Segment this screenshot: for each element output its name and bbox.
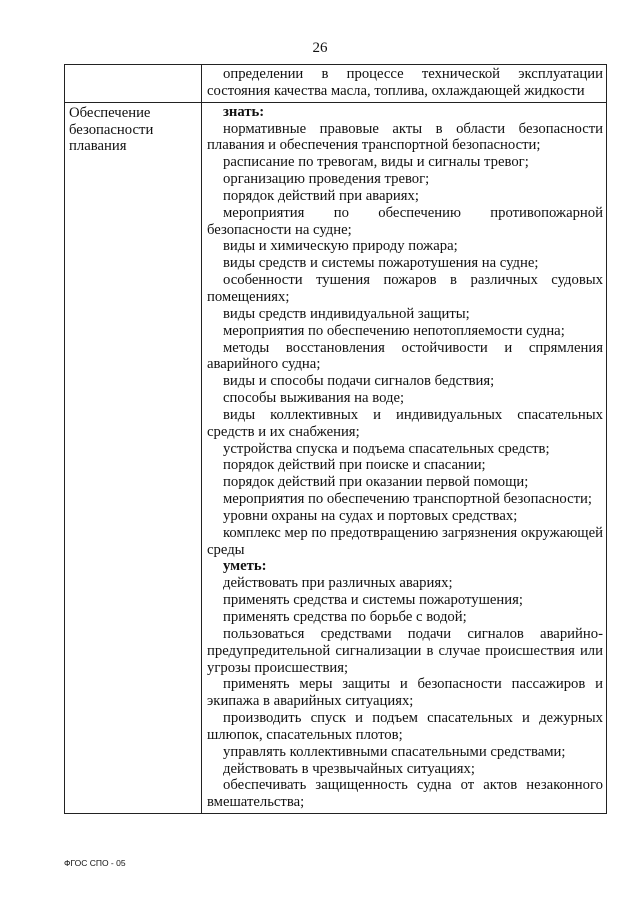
list-item: применять средства и системы пожаротушения; [223, 592, 523, 609]
list-item: уровни охраны на судах и портовых средствах; [223, 507, 518, 524]
footer-code: ФГОС СПО - 05 [64, 858, 126, 868]
paragraph: определении в процессе технической эксплуатации состояния качества масла, топлива, охлаждающей жидкости [207, 66, 603, 99]
table-row [65, 102, 607, 813]
list-item: организацию проведения тревог; [223, 171, 430, 188]
right-cell [202, 102, 607, 813]
list-item: виды коллективных и индивидуальных спасательных средств и их снабжения; [207, 406, 603, 440]
list-item: нормативные правовые акты в области безопасности плавания и обеспечения транспортной безопасности; [207, 120, 603, 154]
table-row [65, 65, 607, 103]
list-item: действовать при различных авариях; [223, 575, 453, 592]
list-item: порядок действий при авариях; [223, 187, 419, 204]
list-item: виды и способы подачи сигналов бедствия; [223, 373, 495, 390]
competency-table [64, 64, 607, 814]
list-item: мероприятия по обеспечению противопожарной безопасности на судне; [207, 204, 603, 238]
list-item: расписание по тревогам, виды и сигналы тревог; [223, 154, 529, 171]
list-item: особенности тушения пожаров в различных судовых помещениях; [207, 272, 603, 305]
list-item: порядок действий при оказании первой помощи; [223, 474, 529, 491]
can-heading: уметь: [223, 558, 267, 575]
can-list [207, 575, 603, 811]
list-item: мероприятия по обеспечению транспортной безопасности; [223, 491, 592, 508]
list-item: виды средств индивидуальной защиты; [223, 305, 470, 322]
right-cell [202, 65, 607, 103]
know-list [207, 121, 603, 559]
list-item: управлять коллективными спасательными средствами; [223, 743, 566, 760]
list-item: устройства спуска и подъема спасательных средств; [223, 440, 550, 457]
page-number: 26 [312, 40, 328, 56]
know-heading: знать: [223, 103, 265, 120]
list-item: комплекс мер по предотвращению загрязнения окружающей среды [207, 524, 603, 558]
section-title: Обеспечение безопасности плавания [69, 104, 154, 155]
left-cell-empty [65, 65, 202, 103]
list-item: способы выживания на воде; [223, 390, 405, 407]
list-item: пользоваться средствами подачи сигналов аварийно-предупредительной сигнализации в случае происшествия или угрозы происшествия; [207, 625, 603, 676]
left-cell [65, 102, 202, 813]
list-item: действовать в чрезвычайных ситуациях; [223, 760, 475, 777]
list-item: применять средства по борьбе с водой; [223, 609, 467, 625]
list-item: методы восстановления остойчивости и спрямления аварийного судна; [207, 339, 603, 373]
list-item: порядок действий при поиске и спасании; [223, 457, 486, 474]
list-item: виды средств и системы пожаротушения на судне; [223, 255, 539, 272]
list-item: производить спуск и подъем спасательных и дежурных шлюпок, спасательных плотов; [207, 710, 603, 743]
list-item: мероприятия по обеспечению непотопляемости судна; [223, 322, 565, 339]
list-item: виды и химическую природу пожара; [223, 238, 458, 255]
list-item: применять меры защиты и безопасности пассажиров и экипажа в аварийных ситуациях; [207, 676, 603, 710]
list-item: обеспечивать защищенность судна от актов незаконного вмешательства; [207, 777, 603, 811]
